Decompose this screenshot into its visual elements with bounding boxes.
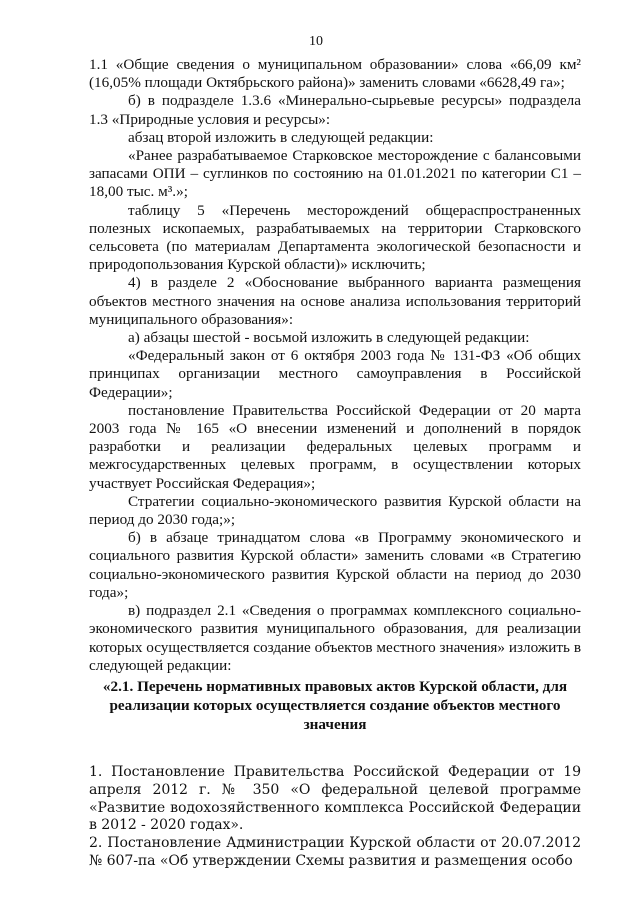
- page-number: 10: [309, 34, 323, 49]
- paragraph-2: б) в подразделе 1.3.6 «Минерально-сырьевые ресурсы» подраздела 1.3 «Природные условия и ресурсы»:: [89, 92, 581, 128]
- paragraph-12: в) подраздел 2.1 «Сведения о программах комплексного социально-экономического развития муниципального образования, для реализации которых осуществляется создание объектов местного значения» изложить в следующей редакции:: [89, 602, 581, 674]
- paragraph-6: 4) в разделе 2 «Обоснование выбранного варианта размещения объектов местного значения на основе анализа использования территорий муниципального образования»:: [89, 274, 581, 328]
- paragraph-11: б) в абзаце тринадцатом слова «в Программу экономического и социального развития Курской области» заменить словами «в Стратегию социально-экономического развития Курской области на период до 2030 года»;: [89, 529, 581, 601]
- section-heading: «2.1. Перечень нормативных правовых актов Курской области, для реализации которых осуществляется создание объектов местного значения: [102, 677, 568, 733]
- paragraph-8: «Федеральный закон от 6 октября 2003 года № 131-ФЗ «Об общих принципах организации местного самоуправления в Российской Федерации»;: [89, 347, 581, 401]
- list-item-1: 1. Постановление Правительства Российской Федерации от 19 апреля 2012 г. № 350 «О федеральной целевой программе «Развитие водохозяйственного комплекса Российской Федерации в 2012 - 2020 годах».: [89, 763, 581, 834]
- paragraph-5: таблицу 5 «Перечень месторождений общераспространенных полезных ископаемых, разрабатываемых на территории Старковского сельсовета (по материалам Департамента экологической безопасности и природопользования Курской области)» исключить;: [89, 201, 581, 274]
- paragraph-7: а) абзацы шестой - восьмой изложить в следующей редакции:: [128, 329, 530, 347]
- paragraph-1: 1.1 «Общие сведения о муниципальном образовании» слова «66,09 км² (16,05% площади Октябрьского района)» заменить словами «6628,49 га»;: [89, 56, 581, 92]
- paragraph-9: постановление Правительства Российской Федерации от 20 марта 2003 года № 165 «О внесении изменений и дополнений в порядок разработки и реализации федеральных целевых программ и межгосударственных целевых программ, в осуществлении которых участвует Российская Федерация»;: [89, 401, 581, 492]
- paragraph-10: Стратегии социально-экономического развития Курской области на период до 2030 года;»;: [89, 492, 581, 529]
- list-item-2: 2. Постановление Администрации Курской области от 20.07.2012 № 607-па «Об утверждении Схемы развития и размещения особо: [89, 835, 581, 869]
- paragraph-3: абзац второй изложить в следующей редакции:: [128, 128, 434, 146]
- document-body: [89, 56, 581, 871]
- paragraph-4: «Ранее разрабатываемое Старковское месторождение с балансовыми запасами ОПИ – суглинков по состоянию на 01.01.2021 по категории С1 – 18,00 тыс. м³.»;: [89, 147, 581, 201]
